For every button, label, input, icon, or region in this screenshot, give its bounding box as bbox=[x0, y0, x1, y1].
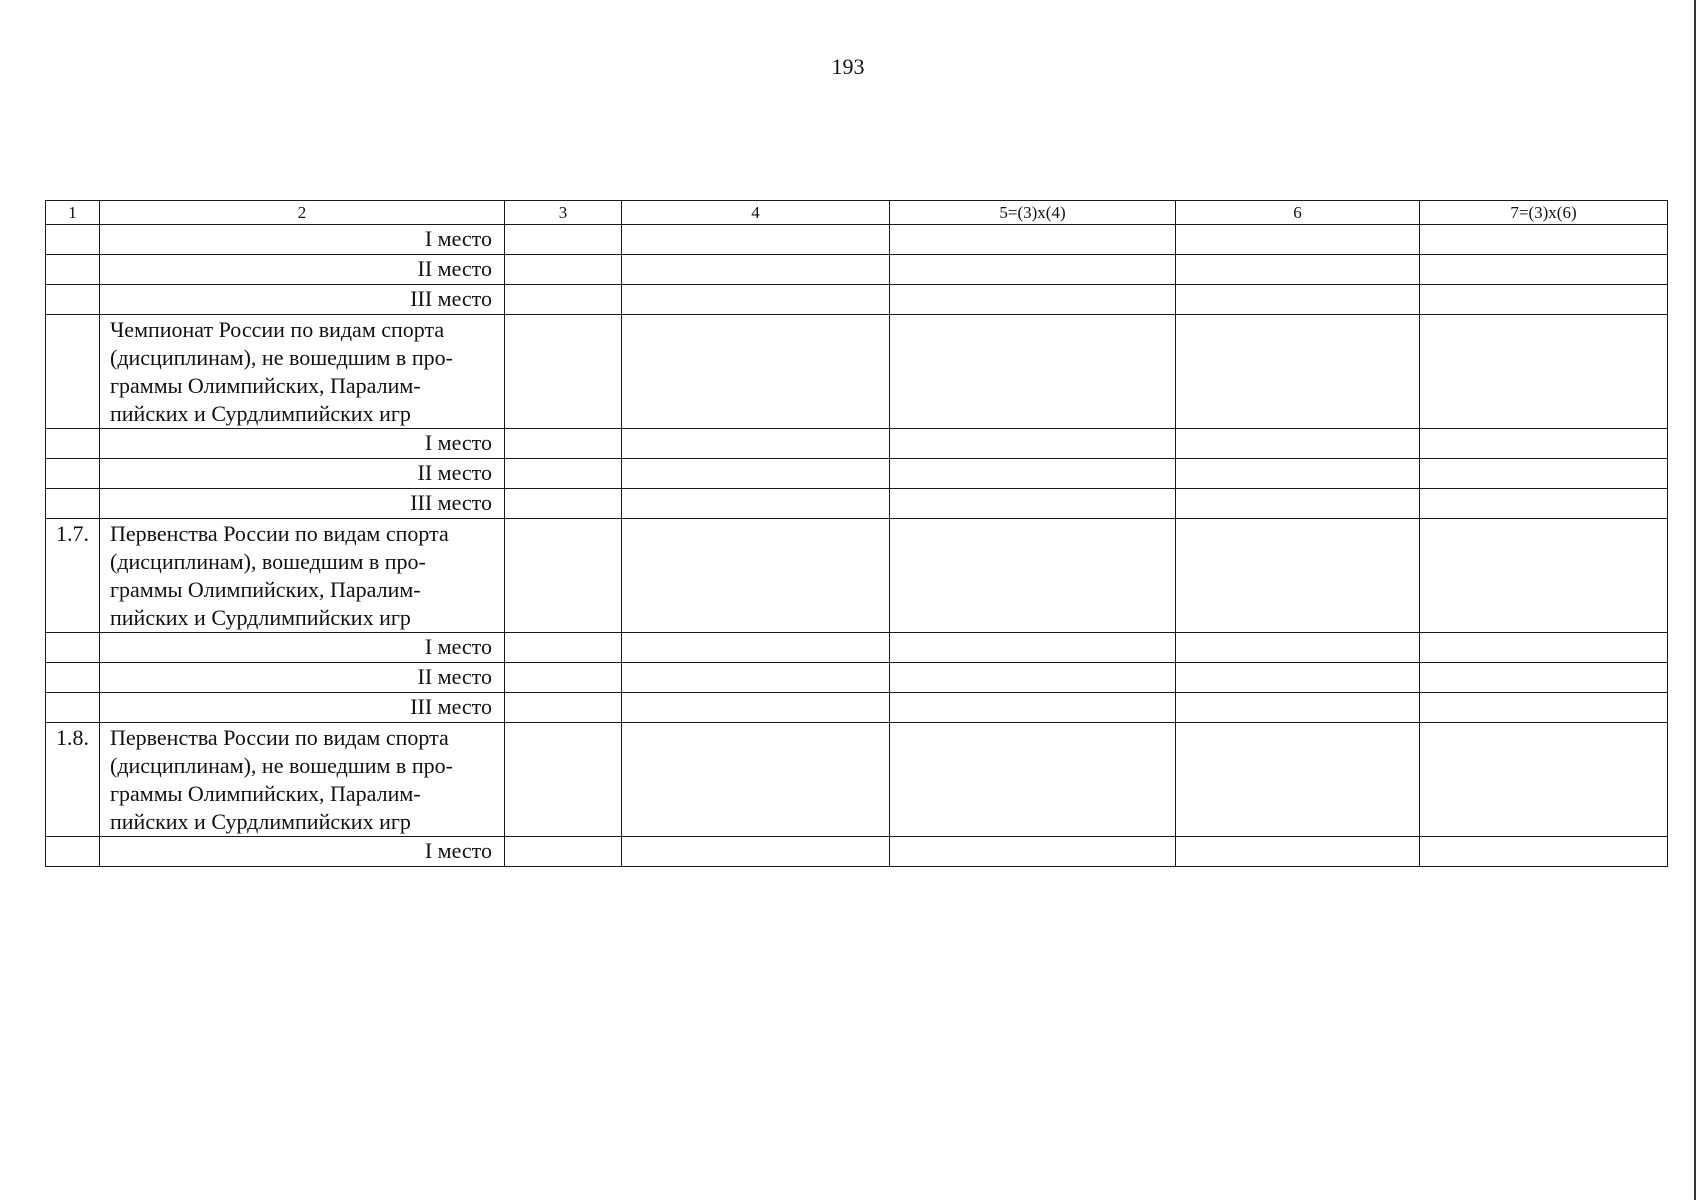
description-line: Первенства России по видам спорта bbox=[110, 521, 449, 546]
empty-cell bbox=[505, 285, 622, 315]
empty-cell bbox=[505, 837, 622, 867]
place-label: I место bbox=[100, 633, 505, 663]
empty-cell bbox=[622, 723, 890, 837]
place-row bbox=[46, 429, 1668, 459]
section-row bbox=[46, 315, 1668, 429]
place-label: III место bbox=[100, 285, 505, 315]
place-row bbox=[46, 225, 1668, 255]
empty-cell bbox=[1420, 519, 1668, 633]
description-line: (дисциплинам), вошедшим в про- bbox=[110, 549, 426, 574]
competition-description bbox=[100, 723, 505, 837]
place-label: II место bbox=[100, 255, 505, 285]
empty-cell bbox=[622, 693, 890, 723]
row-number bbox=[46, 837, 100, 867]
column-header: 6 bbox=[1176, 201, 1420, 225]
row-number bbox=[46, 225, 100, 255]
section-row bbox=[46, 519, 1668, 633]
row-number bbox=[46, 315, 100, 429]
column-number-row bbox=[46, 201, 1668, 225]
description-line: пийских и Сурдлимпийских игр bbox=[110, 605, 411, 630]
empty-cell bbox=[890, 315, 1176, 429]
empty-cell bbox=[1176, 429, 1420, 459]
place-row bbox=[46, 633, 1668, 663]
empty-cell bbox=[622, 315, 890, 429]
description-line: пийских и Сурдлимпийских игр bbox=[110, 809, 411, 834]
row-number bbox=[46, 459, 100, 489]
row-number bbox=[46, 693, 100, 723]
description-line: граммы Олимпийских, Паралим- bbox=[110, 781, 421, 806]
table-body bbox=[46, 201, 1668, 867]
place-row bbox=[46, 489, 1668, 519]
empty-cell bbox=[890, 837, 1176, 867]
description-line: (дисциплинам), не вошедшим в про- bbox=[110, 753, 453, 778]
empty-cell bbox=[890, 255, 1176, 285]
row-number bbox=[46, 633, 100, 663]
empty-cell bbox=[890, 693, 1176, 723]
section-row bbox=[46, 723, 1668, 837]
column-header: 2 bbox=[100, 201, 505, 225]
empty-cell bbox=[1176, 315, 1420, 429]
description-line: (дисциплинам), не вошедшим в про- bbox=[110, 345, 453, 370]
empty-cell bbox=[1176, 837, 1420, 867]
empty-cell bbox=[505, 429, 622, 459]
empty-cell bbox=[505, 225, 622, 255]
empty-cell bbox=[1176, 255, 1420, 285]
empty-cell bbox=[622, 519, 890, 633]
row-number bbox=[46, 489, 100, 519]
empty-cell bbox=[622, 285, 890, 315]
empty-cell bbox=[622, 837, 890, 867]
empty-cell bbox=[622, 489, 890, 519]
place-label: II место bbox=[100, 459, 505, 489]
empty-cell bbox=[1420, 489, 1668, 519]
place-row bbox=[46, 663, 1668, 693]
description-line: граммы Олимпийских, Паралим- bbox=[110, 577, 421, 602]
empty-cell bbox=[622, 633, 890, 663]
empty-cell bbox=[622, 429, 890, 459]
empty-cell bbox=[890, 225, 1176, 255]
empty-cell bbox=[622, 663, 890, 693]
empty-cell bbox=[1420, 633, 1668, 663]
empty-cell bbox=[1176, 489, 1420, 519]
place-row bbox=[46, 255, 1668, 285]
empty-cell bbox=[622, 255, 890, 285]
empty-cell bbox=[1176, 225, 1420, 255]
empty-cell bbox=[505, 633, 622, 663]
column-header: 7=(3)x(6) bbox=[1420, 201, 1668, 225]
place-label: III место bbox=[100, 489, 505, 519]
empty-cell bbox=[505, 315, 622, 429]
column-header: 4 bbox=[622, 201, 890, 225]
empty-cell bbox=[1420, 429, 1668, 459]
empty-cell bbox=[890, 723, 1176, 837]
description-line: Чемпионат России по видам спорта bbox=[110, 317, 445, 342]
empty-cell bbox=[890, 633, 1176, 663]
place-row bbox=[46, 459, 1668, 489]
empty-cell bbox=[1176, 663, 1420, 693]
column-header: 1 bbox=[46, 201, 100, 225]
empty-cell bbox=[1420, 315, 1668, 429]
empty-cell bbox=[505, 489, 622, 519]
row-number bbox=[46, 255, 100, 285]
empty-cell bbox=[1420, 837, 1668, 867]
competition-description bbox=[100, 315, 505, 429]
description-line: Первенства России по видам спорта bbox=[110, 725, 449, 750]
place-row bbox=[46, 285, 1668, 315]
empty-cell bbox=[890, 459, 1176, 489]
empty-cell bbox=[890, 285, 1176, 315]
row-number: 1.8. bbox=[46, 723, 100, 837]
page-number: 193 bbox=[831, 54, 865, 79]
competition-description bbox=[100, 519, 505, 633]
empty-cell bbox=[890, 489, 1176, 519]
row-number bbox=[46, 663, 100, 693]
empty-cell bbox=[505, 663, 622, 693]
empty-cell bbox=[1420, 723, 1668, 837]
empty-cell bbox=[622, 459, 890, 489]
empty-cell bbox=[1420, 459, 1668, 489]
column-header: 5=(3)x(4) bbox=[890, 201, 1176, 225]
empty-cell bbox=[890, 663, 1176, 693]
place-label: I место bbox=[100, 837, 505, 867]
empty-cell bbox=[1420, 693, 1668, 723]
empty-cell bbox=[505, 459, 622, 489]
row-number: 1.7. bbox=[46, 519, 100, 633]
place-row bbox=[46, 693, 1668, 723]
empty-cell bbox=[1420, 663, 1668, 693]
empty-cell bbox=[1176, 459, 1420, 489]
empty-cell bbox=[505, 693, 622, 723]
empty-cell bbox=[622, 225, 890, 255]
place-label: I место bbox=[100, 429, 505, 459]
empty-cell bbox=[505, 519, 622, 633]
empty-cell bbox=[890, 519, 1176, 633]
empty-cell bbox=[1420, 285, 1668, 315]
place-row bbox=[46, 837, 1668, 867]
column-header: 3 bbox=[505, 201, 622, 225]
empty-cell bbox=[1176, 285, 1420, 315]
place-label: II место bbox=[100, 663, 505, 693]
empty-cell bbox=[1176, 723, 1420, 837]
row-number bbox=[46, 285, 100, 315]
place-label: I место bbox=[100, 225, 505, 255]
description-line: пийских и Сурдлимпийских игр bbox=[110, 401, 411, 426]
empty-cell bbox=[1176, 633, 1420, 663]
empty-cell bbox=[505, 723, 622, 837]
empty-cell bbox=[505, 255, 622, 285]
place-label: III место bbox=[100, 693, 505, 723]
empty-cell bbox=[1176, 693, 1420, 723]
empty-cell bbox=[1420, 225, 1668, 255]
empty-cell bbox=[1420, 255, 1668, 285]
empty-cell bbox=[1176, 519, 1420, 633]
description-line: граммы Олимпийских, Паралим- bbox=[110, 373, 421, 398]
empty-cell bbox=[890, 429, 1176, 459]
row-number bbox=[46, 429, 100, 459]
results-table bbox=[45, 200, 1668, 867]
